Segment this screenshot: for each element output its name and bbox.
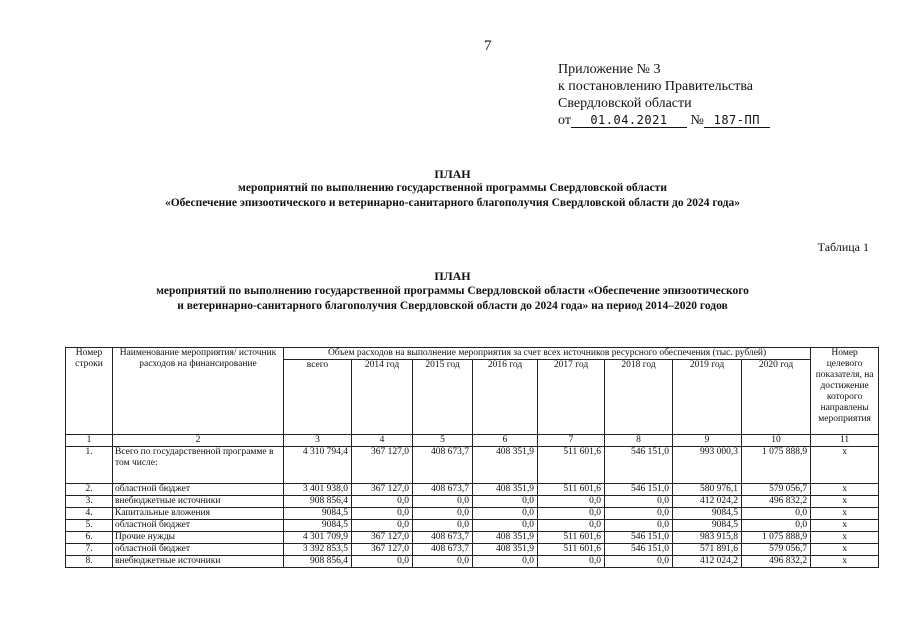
cell-y2015: 408 673,7: [413, 544, 473, 556]
cell-y2019: 993 000,3: [673, 447, 742, 484]
cell-y2016: 0,0: [473, 520, 538, 532]
header-2018: 2018 год: [605, 360, 673, 435]
cell-y2014: 0,0: [352, 496, 413, 508]
column-index: 9: [673, 435, 742, 447]
cell-y2020: 496 832,2: [742, 496, 811, 508]
column-index: 4: [352, 435, 413, 447]
cell-y2020: 0,0: [742, 508, 811, 520]
cell-y2018: 546 151,0: [605, 544, 673, 556]
cell-y2016: 408 351,9: [473, 544, 538, 556]
cell-y2015: 0,0: [413, 508, 473, 520]
cell-y2014: 367 127,0: [352, 484, 413, 496]
cell-n: 7.: [66, 544, 113, 556]
cell-y2017: 0,0: [538, 496, 605, 508]
column-index: 8: [605, 435, 673, 447]
cell-target: x: [811, 532, 879, 544]
cell-y2019: 9084,5: [673, 520, 742, 532]
appendix-line-2: к постановлению Правительства: [558, 79, 754, 94]
cell-y2019: 9084,5: [673, 508, 742, 520]
cell-name: областной бюджет: [113, 544, 284, 556]
cell-total: 9084,5: [284, 520, 352, 532]
cell-name: Капитальные вложения: [113, 508, 284, 520]
cell-y2019: 412 024,2: [673, 556, 742, 568]
header-2015: 2015 год: [413, 360, 473, 435]
cell-y2017: 511 601,6: [538, 447, 605, 484]
cell-y2018: 0,0: [605, 496, 673, 508]
appendix-line-1: Приложение № 3: [558, 62, 661, 77]
cell-target: x: [811, 544, 879, 556]
cell-y2020: 496 832,2: [742, 556, 811, 568]
column-index-row: [66, 435, 879, 447]
cell-y2014: 367 127,0: [352, 544, 413, 556]
cell-y2016: 0,0: [473, 556, 538, 568]
header-2017: 2017 год: [538, 360, 605, 435]
cell-y2018: 0,0: [605, 520, 673, 532]
cell-y2016: 408 351,9: [473, 484, 538, 496]
cell-target: x: [811, 496, 879, 508]
plan2-subtitle-line-1: мероприятий по выполнению государственной программы Свердловской области «Обеспечение эпизоотического: [156, 285, 749, 297]
column-index: 2: [113, 435, 284, 447]
cell-total: 908 856,4: [284, 556, 352, 568]
cell-y2016: 408 351,9: [473, 447, 538, 484]
cell-target: x: [811, 520, 879, 532]
plan2-subtitle-line-2: и ветеринарно-санитарного благополучия Свердловской области до 2024 года» на период 2014–2020 годов: [177, 300, 728, 312]
table-row: [66, 556, 879, 568]
cell-y2018: 546 151,0: [605, 532, 673, 544]
decree-number: 187-ПП: [704, 113, 770, 128]
cell-name: областной бюджет: [113, 520, 284, 532]
cell-n: 4.: [66, 508, 113, 520]
header-name: Наименование мероприятия/ источник расходов на финансирование: [113, 348, 284, 435]
cell-y2016: 0,0: [473, 508, 538, 520]
cell-y2020: 579 056,7: [742, 484, 811, 496]
cell-name: Прочие нужды: [113, 532, 284, 544]
column-index: 3: [284, 435, 352, 447]
cell-y2014: 0,0: [352, 556, 413, 568]
cell-y2017: 0,0: [538, 556, 605, 568]
cell-y2017: 0,0: [538, 520, 605, 532]
cell-n: 2.: [66, 484, 113, 496]
cell-y2016: 408 351,9: [473, 532, 538, 544]
cell-total: 3 401 938,0: [284, 484, 352, 496]
column-index: 10: [742, 435, 811, 447]
table-label: Таблица 1: [817, 240, 869, 254]
table-row: [66, 484, 879, 496]
cell-y2020: 579 056,7: [742, 544, 811, 556]
cell-y2018: 0,0: [605, 556, 673, 568]
cell-name: Всего по государственной программе в том числе:: [113, 447, 284, 484]
cell-y2015: 408 673,7: [413, 484, 473, 496]
cell-name: внебюджетные источники: [113, 496, 284, 508]
cell-total: 4 310 794,4: [284, 447, 352, 484]
cell-target: x: [811, 447, 879, 484]
plan2-title: ПЛАН: [434, 269, 471, 283]
cell-y2017: 0,0: [538, 508, 605, 520]
cell-y2019: 580 976,1: [673, 484, 742, 496]
table-row: [66, 496, 879, 508]
header-target: Номер целевого показателя, на достижение которого направлены мероприятия: [811, 348, 879, 435]
header-total: всего: [284, 360, 352, 435]
column-index: 5: [413, 435, 473, 447]
header-2014: 2014 год: [352, 360, 413, 435]
header-row-number: Номер строки: [66, 348, 113, 435]
cell-y2017: 511 601,6: [538, 544, 605, 556]
cell-n: 5.: [66, 520, 113, 532]
header-2019: 2019 год: [673, 360, 742, 435]
plan1-subtitle-line-2: «Обеспечение эпизоотического и ветеринарно-санитарного благополучия Свердловской области до 2024 года»: [164, 197, 741, 209]
cell-y2020: 1 075 888,9: [742, 532, 811, 544]
plan1-subtitle-line-1: мероприятий по выполнению государственной программы Свердловской области: [238, 182, 667, 194]
cell-n: 6.: [66, 532, 113, 544]
cell-y2015: 0,0: [413, 496, 473, 508]
appendix-date-line: [558, 112, 770, 129]
cell-y2018: 0,0: [605, 508, 673, 520]
table-row: [66, 520, 879, 532]
cell-name: областной бюджет: [113, 484, 284, 496]
cell-y2020: 1 075 888,9: [742, 447, 811, 484]
cell-n: 3.: [66, 496, 113, 508]
cell-name: внебюджетные источники: [113, 556, 284, 568]
column-index: 1: [66, 435, 113, 447]
table-row: [66, 532, 879, 544]
cell-y2018: 546 151,0: [605, 484, 673, 496]
appendix-line-3: Свердловской области: [558, 96, 692, 111]
cell-total: 3 392 853,5: [284, 544, 352, 556]
table-row: [66, 508, 879, 520]
cell-y2014: 367 127,0: [352, 532, 413, 544]
header-2016: 2016 год: [473, 360, 538, 435]
table-row: [66, 447, 879, 484]
cell-y2019: 412 024,2: [673, 496, 742, 508]
expenditure-table: [65, 347, 879, 568]
cell-y2019: 983 915,8: [673, 532, 742, 544]
header-2020: 2020 год: [742, 360, 811, 435]
cell-y2017: 511 601,6: [538, 532, 605, 544]
cell-y2015: 0,0: [413, 520, 473, 532]
cell-y2018: 546 151,0: [605, 447, 673, 484]
header-volume: Объем расходов на выполнение мероприятия за счет всех источников ресурсного обеспечения (тыс. рублей): [284, 348, 811, 360]
cell-n: 8.: [66, 556, 113, 568]
appendix-block: [558, 61, 770, 129]
cell-y2015: 0,0: [413, 556, 473, 568]
decree-date: 01.04.2021: [571, 113, 687, 128]
cell-y2016: 0,0: [473, 496, 538, 508]
cell-total: 4 301 709,9: [284, 532, 352, 544]
cell-y2014: 0,0: [352, 520, 413, 532]
page-number: 7: [484, 38, 492, 54]
cell-y2020: 0,0: [742, 520, 811, 532]
cell-target: x: [811, 484, 879, 496]
date-prefix: от: [558, 113, 571, 128]
table-row: [66, 544, 879, 556]
cell-n: 1.: [66, 447, 113, 484]
cell-y2014: 367 127,0: [352, 447, 413, 484]
column-index: 6: [473, 435, 538, 447]
cell-total: 9084,5: [284, 508, 352, 520]
plan1-title: ПЛАН: [434, 167, 471, 181]
cell-y2017: 511 601,6: [538, 484, 605, 496]
number-prefix: №: [690, 113, 704, 128]
cell-y2019: 571 891,6: [673, 544, 742, 556]
cell-y2014: 0,0: [352, 508, 413, 520]
cell-target: x: [811, 508, 879, 520]
cell-y2015: 408 673,7: [413, 447, 473, 484]
column-index: 7: [538, 435, 605, 447]
column-index: 11: [811, 435, 879, 447]
cell-y2015: 408 673,7: [413, 532, 473, 544]
cell-target: x: [811, 556, 879, 568]
cell-total: 908 856,4: [284, 496, 352, 508]
